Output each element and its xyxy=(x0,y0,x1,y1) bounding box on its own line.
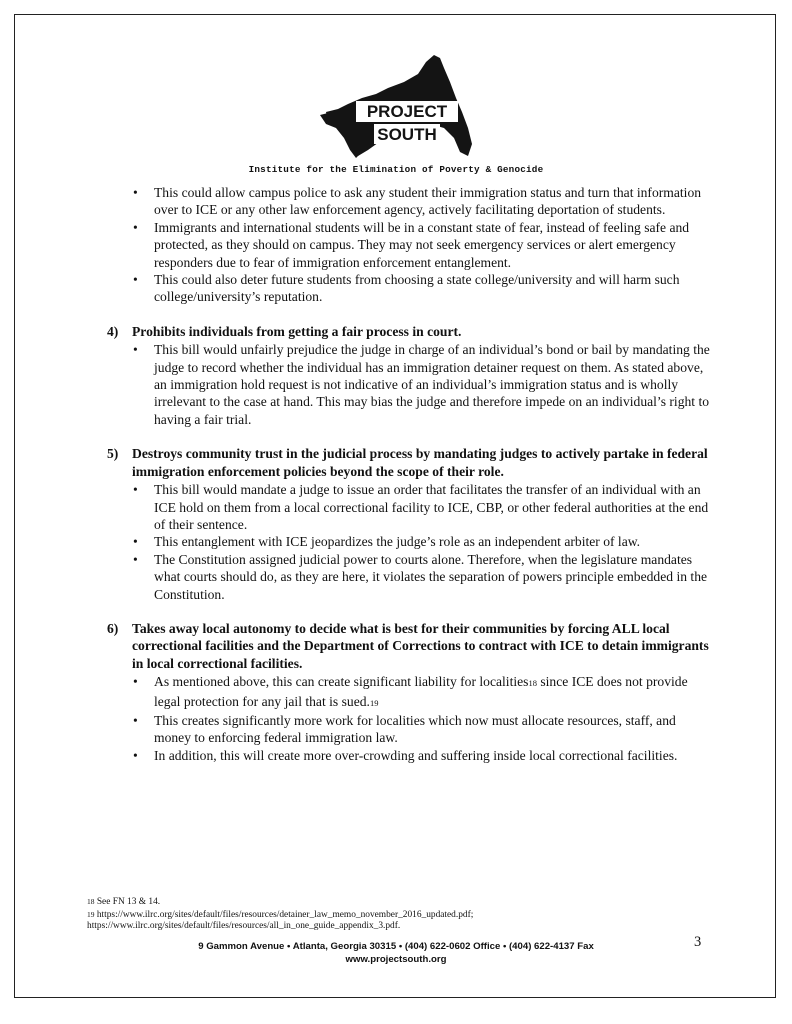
footnote-link[interactable]: https://www.ilrc.org/sites/default/files/resources/all_in_one_guide_appendix_3.pdf. xyxy=(87,921,401,932)
section-number: 6) xyxy=(107,620,119,636)
list-item: • This could allow campus police to ask any student their immigration status and turn that information over to ICE or any other law enforcement agency, actively facilitating deportation of students. xyxy=(154,184,714,219)
bullet-list xyxy=(102,673,714,764)
footnote-19-cont xyxy=(87,921,707,933)
footnote-ref-18[interactable]: 18 xyxy=(528,678,537,689)
footnote-text: See FN 13 & 14. xyxy=(94,897,161,907)
list-item xyxy=(154,673,714,712)
section-heading: Prohibits individuals from getting a fair process in court. xyxy=(132,323,462,339)
section-5 xyxy=(102,445,714,603)
list-item: • This bill would unfairly prejudice the judge in charge of an individual’s bond or bail by mandating the judge to record whether the individual has an immigration detainer request on them. As stated above, an immigration hold request is not indicative of an individual’s immigration status and is wholly irrelevant to the case at hand. This may bias the judge and therefore impede on an individual’s right to having a fair trial. xyxy=(154,341,714,428)
section-4 xyxy=(102,323,714,428)
bullet-text: since ICE does not provide legal protection for any jail that is sued. xyxy=(154,674,688,709)
section-6 xyxy=(102,620,714,764)
tagline: Institute for the Elimination of Poverty & Genocide xyxy=(248,164,544,175)
footnote-number: 18 xyxy=(87,897,95,906)
list-item: • This entanglement with ICE jeopardizes the judge’s role as an independent arbiter of law. xyxy=(154,533,714,550)
list-item: • Immigrants and international students will be in a constant state of fear, instead of feeling safe and protected, as they should on campus. They may not seek emergency services or alert emergency responders due to fear of immigration enforcement entanglement. xyxy=(154,219,714,271)
list-item: • This bill would mandate a judge to issue an order that facilitates the transfer of an individual with an ICE hold on them from a local correctional facility to ICE, CBP, or other federal authorities at the end of their sentence. xyxy=(154,481,714,533)
footnote-19 xyxy=(87,909,707,922)
section-number: 5) xyxy=(107,446,119,462)
page-footer xyxy=(0,941,792,966)
footer-address: 9 Gammon Avenue • Atlanta, Georgia 30315 • (404) 622-0602 Office • (404) 622-4137 Fax xyxy=(198,941,594,952)
project-south-logo xyxy=(318,52,478,160)
list-item: • In addition, this will create more over-crowding and suffering inside local correctional facilities. xyxy=(154,747,714,764)
list-item: • This creates significantly more work for localities which now must allocate resources, staff, and money to enforcing federal immigration law. xyxy=(154,712,714,747)
footnote-18 xyxy=(87,896,707,909)
bullet-list xyxy=(102,481,714,603)
section-heading: Destroys community trust in the judicial process by mandating judges to actively partake in federal immigration enforcement policies beyond the scope of their role. xyxy=(132,446,708,479)
page-number: 3 xyxy=(694,934,702,950)
section-heading: Takes away local autonomy to decide what is best for their communities by forcing ALL local correctional facilities and the Department of Corrections to contract with ICE to detain immigrants in local correctional facilities. xyxy=(132,620,709,671)
footnote-link[interactable]: https://www.ilrc.org/sites/default/files/resources/detainer_law_memo_november_2016_updated.pdf; xyxy=(94,909,474,920)
bullet-list xyxy=(102,341,714,428)
bullet-text: As mentioned above, this can create significant liability for localities xyxy=(154,674,529,690)
logo-text-project: PROJECT xyxy=(366,102,448,121)
footnote-ref-19[interactable]: 19 xyxy=(369,697,379,708)
footnotes xyxy=(87,896,707,933)
logo-text-south: SOUTH xyxy=(377,125,437,144)
document-body xyxy=(102,184,714,764)
list-item: • The Constitution assigned judicial power to courts alone. Therefore, when the legislature mandates what courts should do, as they are here, it violates the separation of powers principle embedded in the Constitution. xyxy=(154,551,714,603)
section-number: 4) xyxy=(107,323,119,339)
footnote-number: 19 xyxy=(87,909,95,919)
footer-website[interactable]: www.projectsouth.org xyxy=(345,953,447,965)
intro-bullet-list xyxy=(102,184,714,306)
list-item: • This could also deter future students from choosing a state college/university and will harm such college/university’s reputation. xyxy=(154,271,714,306)
